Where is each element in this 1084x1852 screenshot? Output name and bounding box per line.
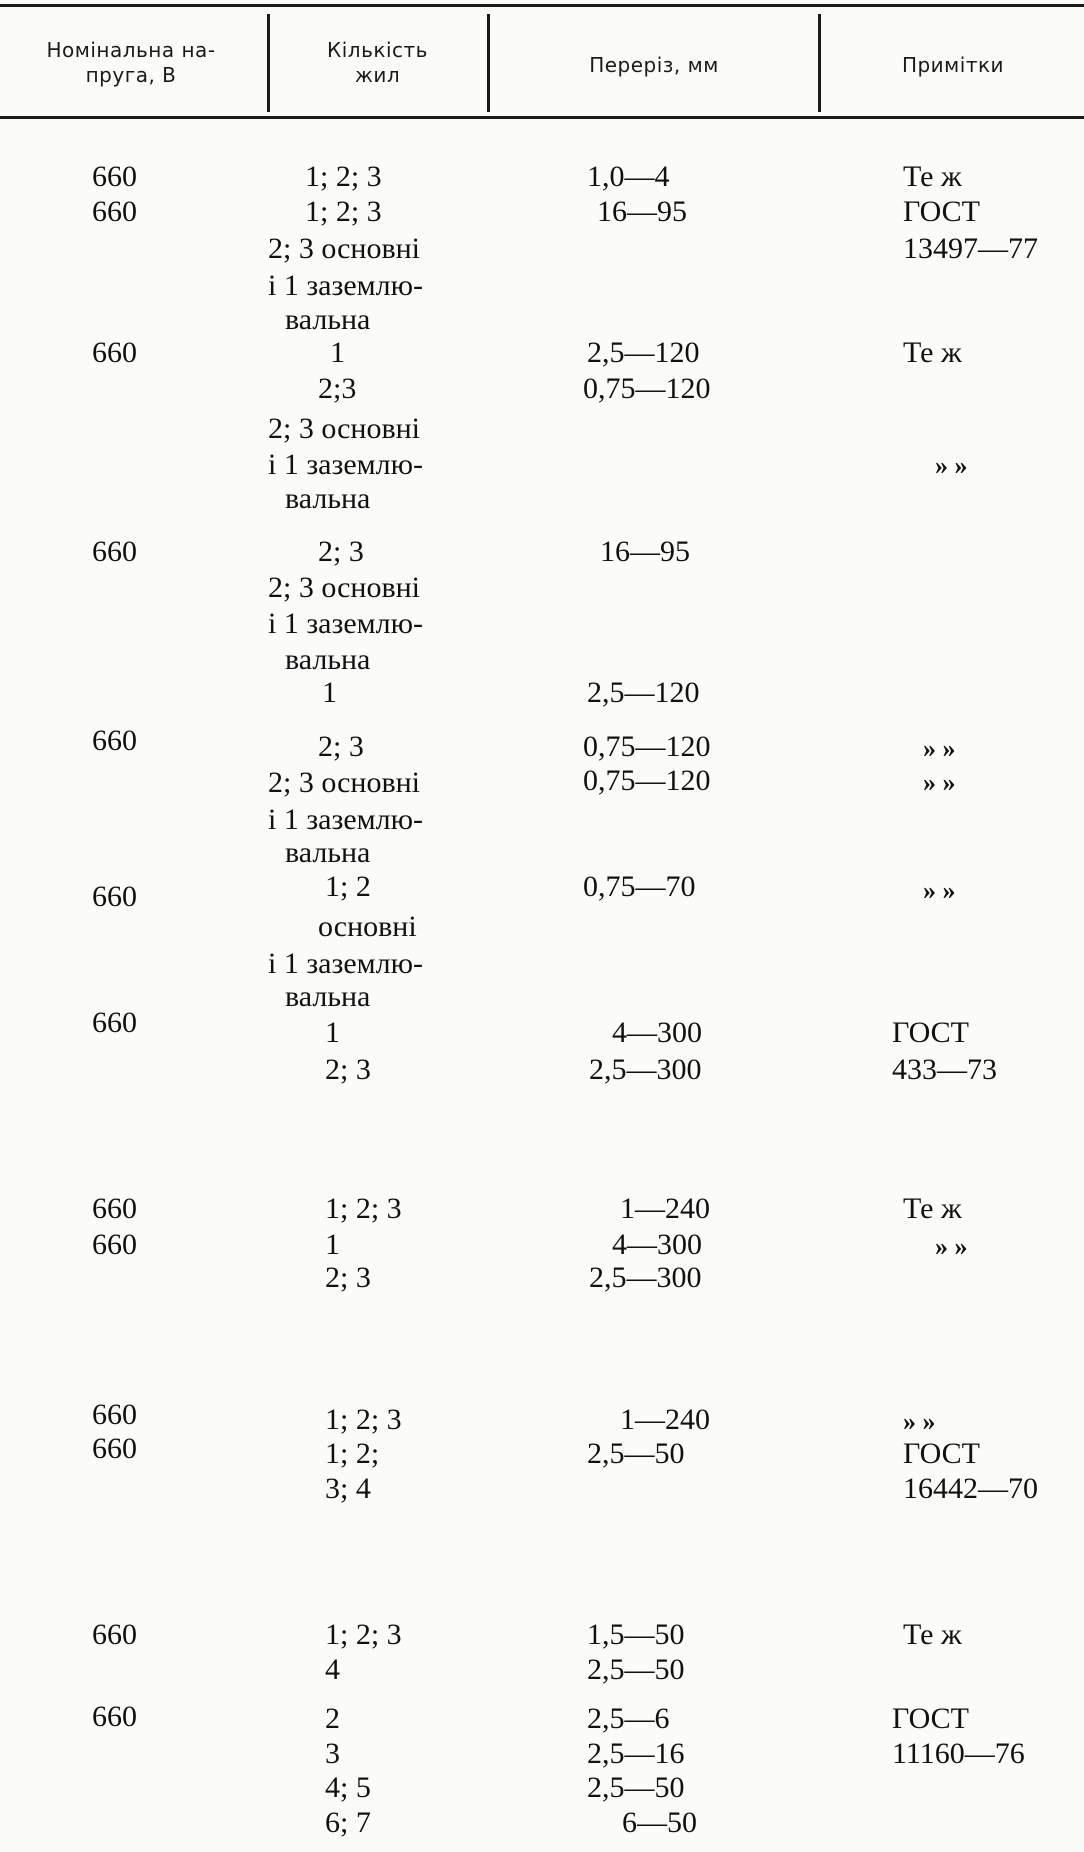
voltage-cell: 660 bbox=[92, 724, 137, 757]
section-cell: 2,5—120 bbox=[587, 676, 700, 709]
voltage-cell: 660 bbox=[92, 1192, 137, 1225]
section-cell: 2,5—50 bbox=[587, 1771, 685, 1804]
header-notes-text: Примітки bbox=[901, 53, 1005, 77]
cores-cell: і 1 заземлю- bbox=[268, 448, 424, 481]
voltage-cell: 660 bbox=[92, 336, 137, 369]
note-cell: Те ж bbox=[903, 1618, 962, 1651]
cores-cell: 4 bbox=[325, 1653, 340, 1686]
cores-cell: 2; 3 bbox=[325, 1261, 371, 1294]
cores-cell: 3; 4 bbox=[325, 1472, 371, 1505]
section-cell: 4—300 bbox=[612, 1016, 702, 1049]
voltage-cell: 660 bbox=[92, 880, 137, 913]
section-cell: 4—300 bbox=[612, 1228, 702, 1261]
section-cell: 2,5—50 bbox=[587, 1653, 685, 1686]
section-cell: 0,75—120 bbox=[583, 372, 711, 405]
cores-cell: 1; 2; 3 bbox=[325, 1403, 402, 1436]
voltage-cell: 660 bbox=[92, 1700, 137, 1733]
note-cell: ГОСТ bbox=[892, 1702, 969, 1735]
cores-cell: 2; 3 bbox=[325, 1053, 371, 1086]
header-cores-line1: Кількість bbox=[327, 38, 428, 62]
voltage-cell: 660 bbox=[92, 1006, 137, 1039]
cores-cell: і 1 заземлю- bbox=[268, 269, 424, 302]
cores-cell: вальна bbox=[285, 980, 371, 1013]
cores-cell: 1; 2; 3 bbox=[305, 195, 382, 228]
cores-cell: 2;3 bbox=[318, 372, 357, 405]
section-cell: 1,0—4 bbox=[587, 160, 670, 193]
cores-cell: 2 bbox=[325, 1702, 340, 1735]
cores-cell: 6; 7 bbox=[325, 1806, 371, 1839]
section-cell: 0,75—120 bbox=[583, 764, 711, 797]
header-rule bbox=[0, 116, 1084, 119]
section-cell: 0,75—120 bbox=[583, 730, 711, 763]
cores-cell: і 1 заземлю- bbox=[268, 947, 424, 980]
cores-cell: 1; 2; 3 bbox=[325, 1192, 402, 1225]
top-rule bbox=[0, 4, 1084, 7]
section-cell: 1—240 bbox=[620, 1192, 710, 1225]
cores-cell: вальна bbox=[285, 482, 371, 515]
note-cell: 11160—76 bbox=[892, 1737, 1025, 1770]
column-divider bbox=[818, 14, 821, 112]
cores-cell: і 1 заземлю- bbox=[268, 803, 424, 836]
section-cell: 2,5—300 bbox=[589, 1261, 702, 1294]
cores-cell: 1; 2; 3 bbox=[305, 160, 382, 193]
cores-cell: 2; 3 bbox=[318, 535, 364, 568]
column-header-cores bbox=[275, 38, 480, 88]
voltage-cell: 660 bbox=[92, 160, 137, 193]
section-cell: 2,5—16 bbox=[587, 1737, 685, 1770]
note-cell: » » bbox=[935, 1232, 968, 1261]
cores-cell: 1 bbox=[325, 1228, 340, 1261]
header-voltage-line2: пруга, В bbox=[85, 63, 177, 87]
cores-cell: вальна bbox=[285, 303, 371, 336]
note-cell: ГОСТ bbox=[892, 1016, 969, 1049]
header-cores-line2: жил bbox=[354, 63, 401, 87]
cores-cell: 1 bbox=[325, 1016, 340, 1049]
voltage-cell: 660 bbox=[92, 535, 137, 568]
note-cell: » » bbox=[923, 876, 956, 905]
voltage-cell: 660 bbox=[92, 1228, 137, 1261]
note-cell: 16442—70 bbox=[903, 1472, 1038, 1505]
cores-cell: вальна bbox=[285, 643, 371, 676]
section-cell: 2,5—6 bbox=[587, 1702, 670, 1735]
section-cell: 16—95 bbox=[597, 195, 687, 228]
note-cell: Те ж bbox=[903, 1192, 962, 1225]
note-cell: ГОСТ bbox=[903, 195, 980, 228]
note-cell: 13497—77 bbox=[903, 232, 1038, 265]
note-cell: » » bbox=[923, 768, 956, 797]
voltage-cell: 660 bbox=[92, 1398, 137, 1431]
note-cell: » » bbox=[923, 734, 956, 763]
cores-cell: 1; 2; bbox=[325, 1437, 380, 1470]
note-cell: » » bbox=[935, 451, 968, 480]
cores-cell: 1 bbox=[330, 336, 345, 369]
note-cell: 433—73 bbox=[892, 1053, 997, 1086]
section-cell: 2,5—300 bbox=[589, 1053, 702, 1086]
cores-cell: 2; 3 основні bbox=[268, 232, 421, 265]
cores-cell: основні bbox=[318, 910, 417, 943]
column-header-notes bbox=[826, 53, 1080, 78]
note-cell: » » bbox=[903, 1407, 936, 1436]
cores-cell: 2; 3 bbox=[318, 730, 364, 763]
note-cell: ГОСТ bbox=[903, 1437, 980, 1470]
voltage-cell: 660 bbox=[92, 1618, 137, 1651]
column-divider bbox=[487, 14, 490, 112]
cores-cell: 2; 3 основні bbox=[268, 571, 421, 604]
cores-cell: 2; 3 основні bbox=[268, 766, 421, 799]
cores-cell: вальна bbox=[285, 836, 371, 869]
section-cell: 16—95 bbox=[600, 535, 690, 568]
section-cell: 1,5—50 bbox=[587, 1618, 685, 1651]
cores-cell: 1; 2; 3 bbox=[325, 1618, 402, 1651]
cores-cell: 3 bbox=[325, 1737, 340, 1770]
column-divider bbox=[267, 14, 270, 112]
section-cell: 2,5—50 bbox=[587, 1437, 685, 1470]
cores-cell: і 1 заземлю- bbox=[268, 607, 424, 640]
cores-cell: 1 bbox=[322, 676, 337, 709]
header-section-text: Переріз, мм bbox=[589, 53, 719, 77]
voltage-cell: 660 bbox=[92, 1432, 137, 1465]
section-cell: 1—240 bbox=[620, 1403, 710, 1436]
cores-cell: 4; 5 bbox=[325, 1771, 371, 1804]
cores-cell: 1; 2 bbox=[325, 870, 371, 903]
column-header-section bbox=[495, 53, 813, 78]
note-cell: Те ж bbox=[903, 160, 962, 193]
column-header-voltage bbox=[6, 38, 256, 88]
section-cell: 6—50 bbox=[622, 1806, 697, 1839]
section-cell: 0,75—70 bbox=[583, 870, 696, 903]
voltage-cell: 660 bbox=[92, 195, 137, 228]
cores-cell: 2; 3 основні bbox=[268, 412, 421, 445]
note-cell: Те ж bbox=[903, 336, 962, 369]
section-cell: 2,5—120 bbox=[587, 336, 700, 369]
header-voltage-line1: Номінальна на- bbox=[46, 38, 216, 62]
